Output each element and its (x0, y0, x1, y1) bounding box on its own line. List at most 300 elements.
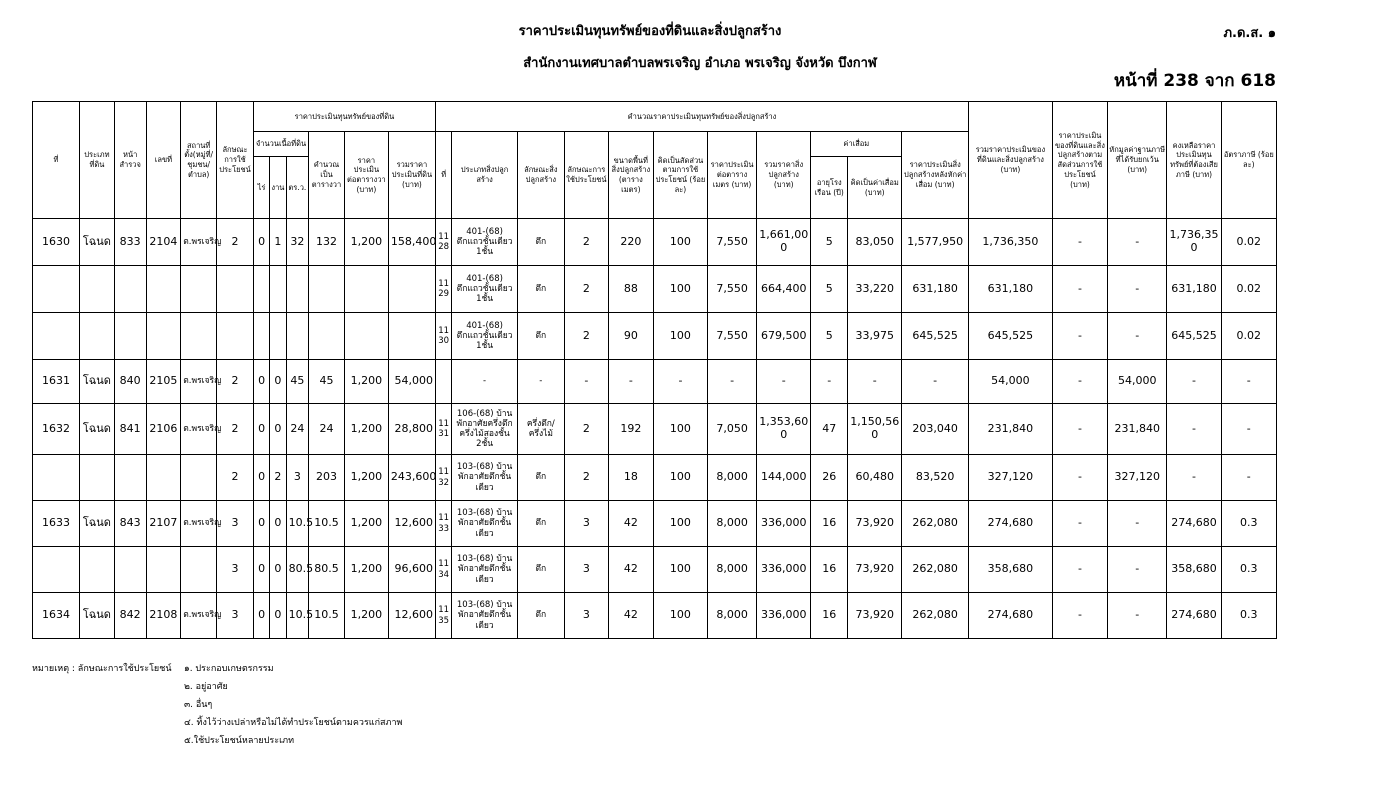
cell-wa (286, 266, 309, 313)
cell-land-total: 54,000 (388, 360, 435, 404)
cell-building-kind: ครึ่งตึก/ครึ่งไม้ (517, 404, 564, 455)
cell-taxable: 274,680 (1167, 593, 1221, 639)
cell-exemption: - (1108, 593, 1167, 639)
cell-building-price-per-m: 7,550 (708, 266, 757, 313)
cell-location: ต.พรเจริญ (181, 219, 217, 266)
cell-no (33, 266, 80, 313)
cell-area-total: 10.5 (309, 593, 345, 639)
cell-sum-all: 358,680 (968, 547, 1052, 593)
col-building-ratio: คิดเป็นสัดส่วนตามการใช้ประโยชน์ (ร้อยละ) (653, 132, 707, 219)
cell-doc-no (146, 455, 181, 501)
col-building-age: อายุโรงเรือน (ปี) (811, 157, 848, 219)
cell-building-type: 106-(68) บ้านพักอาศัยครึ่งตึกครึ่งไม้สองชั้น 2ชั้น (452, 404, 517, 455)
cell-rai (253, 313, 269, 360)
cell-building-usage: 2 (564, 404, 608, 455)
cell-building-price-per-m: 8,000 (708, 455, 757, 501)
cell-taxable: 631,180 (1167, 266, 1221, 313)
table-row (33, 501, 1277, 547)
col-tax-rate: อัตราภาษี (ร้อยละ) (1221, 102, 1276, 219)
cell-building-ratio: 100 (653, 547, 707, 593)
col-building-size: ขนาดพื้นที่สิ่งปลูกสร้าง (ตารางเมตร) (608, 132, 653, 219)
cell-survey-page: 833 (114, 219, 146, 266)
cell-doc-no: 2107 (146, 501, 181, 547)
cell-building-type: 103-(68) บ้านพักอาศัยตึกชั้นเดียว (452, 593, 517, 639)
note-item: ๔. ทิ้งไว้ว่างเปล่าหรือไม่ได้ทำประโยชน์ตามควรแก่สภาพ (184, 718, 403, 728)
col-building-total: รวมราคาสิ่งปลูกสร้าง (บาท) (757, 132, 811, 219)
note-item: ๒. อยู่อาศัย (184, 682, 228, 692)
cell-building-after-dep: - (902, 360, 969, 404)
cell-usage: 2 (217, 219, 254, 266)
cell-ngan (270, 313, 286, 360)
cell-price-per-wa (344, 313, 388, 360)
cell-building-size: 88 (608, 266, 653, 313)
cell-wa (286, 313, 309, 360)
col-sum-all: รวมราคาประเมินของที่ดินและสิ่งปลูกสร้าง (บาท) (968, 102, 1052, 219)
cell-building-usage: - (564, 360, 608, 404)
col-price-per-wa: ราคาประเมินต่อตารางวา (บาท) (344, 132, 388, 219)
cell-building-usage: 3 (564, 593, 608, 639)
cell-building-dep: 33,975 (848, 313, 902, 360)
table-row (33, 547, 1277, 593)
cell-survey-page: 842 (114, 593, 146, 639)
cell-building-price-per-m: 7,050 (708, 404, 757, 455)
cell-share-value: - (1052, 404, 1107, 455)
cell-building-age: 16 (811, 593, 848, 639)
cell-building-price-per-m: - (708, 360, 757, 404)
cell-share-value: - (1052, 547, 1107, 593)
col-building-kind: ลักษณะสิ่งปลูกสร้าง (517, 132, 564, 219)
note-item: ๑. ประกอบเกษตรกรรม (184, 664, 274, 674)
cell-building-size: - (608, 360, 653, 404)
cell-wa: 80.5 (286, 547, 309, 593)
col-share-value: ราคาประเมินของที่ดินและสิ่งปลูกสร้างตามสัดส่วนการใช้ประโยชน์ (บาท) (1052, 102, 1107, 219)
cell-usage (217, 313, 254, 360)
cell-ngan: 2 (270, 455, 286, 501)
cell-building-age: 16 (811, 501, 848, 547)
cell-doc-no (146, 266, 181, 313)
col-location: สถานที่ตั้ง(หมู่ที่/ชุมชน/ตำบล) (181, 102, 217, 219)
cell-area-total (309, 313, 345, 360)
cell-wa: 24 (286, 404, 309, 455)
cell-rai: 0 (253, 455, 269, 501)
cell-taxable: - (1167, 360, 1221, 404)
notes-items (184, 660, 402, 750)
col-building-price-per-m: ราคาประเมินต่อตารางเมตร (บาท) (708, 132, 757, 219)
cell-land-type (80, 313, 115, 360)
cell-building-type: 401-(68) ตึกแถวชั้นเดียว 1ชั้น (452, 313, 517, 360)
cell-usage: 2 (217, 455, 254, 501)
cell-building-no: 1129 (436, 266, 452, 313)
cell-area-total: 10.5 (309, 501, 345, 547)
cell-building-kind: ตึก (517, 547, 564, 593)
cell-building-age: 5 (811, 313, 848, 360)
cell-building-type: 103-(68) บ้านพักอาศัยตึกชั้นเดียว (452, 455, 517, 501)
cell-building-no: 1131 (436, 404, 452, 455)
cell-building-age: 26 (811, 455, 848, 501)
cell-doc-no: 2105 (146, 360, 181, 404)
form-code: ภ.ด.ส. ๑ (1223, 26, 1276, 41)
cell-survey-page (114, 547, 146, 593)
cell-building-type: 401-(68) ตึกแถวชั้นเดียว 1ชั้น (452, 266, 517, 313)
cell-wa: 45 (286, 360, 309, 404)
cell-building-no (436, 360, 452, 404)
cell-building-no: 1128 (436, 219, 452, 266)
cell-tax-rate: 0.02 (1221, 219, 1276, 266)
cell-usage: 3 (217, 593, 254, 639)
cell-wa: 10.5 (286, 593, 309, 639)
cell-location: ต.พรเจริญ (181, 404, 217, 455)
office-name: สำนักงานเทศบาลตำบลพรเจริญ อำเภอ พรเจริญ จังหวัด บึงกาฬ (523, 56, 877, 71)
cell-building-size: 18 (608, 455, 653, 501)
col-land-total: รวมราคาประเมินที่ดิน (บาท) (388, 132, 435, 219)
cell-tax-rate: 0.3 (1221, 501, 1276, 547)
cell-no (33, 455, 80, 501)
table-row (33, 404, 1277, 455)
cell-land-type: โฉนด (80, 593, 115, 639)
cell-building-age: 47 (811, 404, 848, 455)
col-building-type: ประเภทสิ่งปลูกสร้าง (452, 132, 517, 219)
cell-building-kind: ตึก (517, 266, 564, 313)
cell-tax-rate: 0.3 (1221, 547, 1276, 593)
cell-building-ratio: 100 (653, 501, 707, 547)
col-group-land: ราคาประเมินทุนทรัพย์ของที่ดิน (253, 102, 435, 132)
col-land-type: ประเภทที่ดิน (80, 102, 115, 219)
cell-tax-rate: 0.02 (1221, 266, 1276, 313)
cell-building-after-dep: 83,520 (902, 455, 969, 501)
cell-wa: 3 (286, 455, 309, 501)
col-group-area: จำนวนเนื้อที่ดิน (253, 132, 308, 157)
cell-location: ต.พรเจริญ (181, 501, 217, 547)
cell-building-dep: 83,050 (848, 219, 902, 266)
col-building-no: ที่ (436, 132, 452, 219)
cell-tax-rate: - (1221, 455, 1276, 501)
cell-exemption: - (1108, 266, 1167, 313)
cell-building-kind: ตึก (517, 313, 564, 360)
col-exemption: หักมูลค่าฐานภาษีที่ได้รับยกเว้น (บาท) (1108, 102, 1167, 219)
cell-building-after-dep: 262,080 (902, 547, 969, 593)
cell-land-total: 96,600 (388, 547, 435, 593)
cell-wa: 10.5 (286, 501, 309, 547)
cell-building-after-dep: 262,080 (902, 501, 969, 547)
cell-building-ratio: - (653, 360, 707, 404)
cell-share-value: - (1052, 501, 1107, 547)
cell-exemption: - (1108, 219, 1167, 266)
cell-building-ratio: 100 (653, 455, 707, 501)
cell-building-total: 1,661,000 (757, 219, 811, 266)
cell-building-no: 1133 (436, 501, 452, 547)
cell-rai: 0 (253, 404, 269, 455)
cell-share-value: - (1052, 455, 1107, 501)
table-row (33, 360, 1277, 404)
col-taxable: คงเหลือราคาประเมินทุนทรัพย์ที่ต้องเสียภาษี (บาท) (1167, 102, 1221, 219)
cell-building-after-dep: 262,080 (902, 593, 969, 639)
cell-building-after-dep: 631,180 (902, 266, 969, 313)
cell-building-size: 42 (608, 593, 653, 639)
cell-share-value: - (1052, 360, 1107, 404)
cell-building-usage: 2 (564, 455, 608, 501)
cell-building-age: - (811, 360, 848, 404)
col-building-after-dep: ราคาประเมินสิ่งปลูกสร้างหลังหักค่าเสื่อม (บาท) (902, 132, 969, 219)
cell-exemption: - (1108, 313, 1167, 360)
cell-no: 1632 (33, 404, 80, 455)
col-no: ที่ (33, 102, 80, 219)
col-group-building: คำนวณราคาประเมินทุนทรัพย์ของสิ่งปลูกสร้าง (436, 102, 969, 132)
cell-price-per-wa: 1,200 (344, 547, 388, 593)
cell-building-usage: 2 (564, 219, 608, 266)
cell-no: 1630 (33, 219, 80, 266)
note-item: ๓. อื่นๆ (184, 700, 213, 710)
cell-building-type: 103-(68) บ้านพักอาศัยตึกชั้นเดียว (452, 547, 517, 593)
col-rai: ไร่ (253, 157, 269, 219)
cell-price-per-wa: 1,200 (344, 404, 388, 455)
cell-sum-all: 54,000 (968, 360, 1052, 404)
cell-taxable: 358,680 (1167, 547, 1221, 593)
cell-usage: 3 (217, 547, 254, 593)
notes-label: หมายเหตุ : ลักษณะการใช้ประโยชน์ (32, 664, 172, 674)
cell-land-total: 28,800 (388, 404, 435, 455)
assessment-table (32, 101, 1277, 639)
cell-building-after-dep: 1,577,950 (902, 219, 969, 266)
cell-taxable: - (1167, 404, 1221, 455)
col-area-total: คำนวณเป็นตารางวา (309, 132, 345, 219)
cell-building-ratio: 100 (653, 313, 707, 360)
cell-land-total: 12,600 (388, 501, 435, 547)
cell-share-value: - (1052, 313, 1107, 360)
cell-building-age: 5 (811, 266, 848, 313)
cell-price-per-wa: 1,200 (344, 501, 388, 547)
cell-no: 1631 (33, 360, 80, 404)
cell-building-no: 1130 (436, 313, 452, 360)
cell-ngan (270, 266, 286, 313)
cell-usage (217, 266, 254, 313)
cell-sum-all: 274,680 (968, 593, 1052, 639)
cell-rai: 0 (253, 593, 269, 639)
table-row (33, 219, 1277, 266)
cell-taxable: 1,736,350 (1167, 219, 1221, 266)
cell-price-per-wa: 1,200 (344, 593, 388, 639)
cell-rai: 0 (253, 547, 269, 593)
col-building-usage: ลักษณะการใช้ประโยชน์ (564, 132, 608, 219)
cell-building-price-per-m: 7,550 (708, 313, 757, 360)
cell-sum-all: 631,180 (968, 266, 1052, 313)
cell-price-per-wa (344, 266, 388, 313)
cell-doc-no: 2108 (146, 593, 181, 639)
table-row (33, 313, 1277, 360)
cell-ngan: 0 (270, 404, 286, 455)
cell-location: ต.พรเจริญ (181, 593, 217, 639)
col-wa: ตร.ว. (286, 157, 309, 219)
page-number: หน้าที่ 238 จาก 618 (1113, 71, 1276, 91)
cell-building-dep: 1,150,560 (848, 404, 902, 455)
cell-building-size: 192 (608, 404, 653, 455)
cell-building-price-per-m: 8,000 (708, 593, 757, 639)
cell-building-dep: 60,480 (848, 455, 902, 501)
cell-area-total (309, 266, 345, 313)
cell-building-kind: - (517, 360, 564, 404)
cell-exemption: - (1108, 501, 1167, 547)
cell-building-price-per-m: 7,550 (708, 219, 757, 266)
cell-taxable: 645,525 (1167, 313, 1221, 360)
cell-location: ต.พรเจริญ (181, 360, 217, 404)
cell-building-no: 1134 (436, 547, 452, 593)
cell-ngan: 0 (270, 501, 286, 547)
cell-location (181, 455, 217, 501)
table-row (33, 593, 1277, 639)
cell-building-price-per-m: 8,000 (708, 501, 757, 547)
cell-area-total: 203 (309, 455, 345, 501)
cell-land-type: โฉนด (80, 501, 115, 547)
cell-building-dep: 73,920 (848, 547, 902, 593)
cell-survey-page: 843 (114, 501, 146, 547)
cell-building-usage: 2 (564, 313, 608, 360)
cell-building-type: 401-(68) ตึกแถวชั้นเดียว 1ชั้น (452, 219, 517, 266)
cell-taxable: - (1167, 455, 1221, 501)
col-group-depreciation: ค่าเสื่อม (811, 132, 902, 157)
cell-land-total (388, 266, 435, 313)
cell-building-after-dep: 203,040 (902, 404, 969, 455)
cell-tax-rate: 0.3 (1221, 593, 1276, 639)
cell-building-total: 144,000 (757, 455, 811, 501)
cell-area-total: 80.5 (309, 547, 345, 593)
cell-building-size: 90 (608, 313, 653, 360)
cell-location (181, 313, 217, 360)
cell-rai: 0 (253, 360, 269, 404)
col-survey-page: หน้าสำรวจ (114, 102, 146, 219)
cell-building-size: 42 (608, 501, 653, 547)
cell-usage: 2 (217, 360, 254, 404)
cell-price-per-wa: 1,200 (344, 219, 388, 266)
cell-land-type (80, 266, 115, 313)
cell-rai: 0 (253, 219, 269, 266)
cell-land-total: 243,600 (388, 455, 435, 501)
cell-land-type (80, 455, 115, 501)
cell-building-usage: 3 (564, 547, 608, 593)
cell-building-age: 16 (811, 547, 848, 593)
cell-share-value: - (1052, 266, 1107, 313)
cell-survey-page (114, 455, 146, 501)
cell-building-usage: 3 (564, 501, 608, 547)
cell-wa: 32 (286, 219, 309, 266)
cell-land-type (80, 547, 115, 593)
cell-no (33, 547, 80, 593)
table-body (33, 219, 1277, 639)
cell-area-total: 24 (309, 404, 345, 455)
col-usage: ลักษณะการใช้ประโยชน์ (217, 102, 254, 219)
cell-area-total: 132 (309, 219, 345, 266)
cell-location (181, 547, 217, 593)
cell-survey-page: 840 (114, 360, 146, 404)
cell-building-dep: - (848, 360, 902, 404)
cell-no: 1634 (33, 593, 80, 639)
col-doc-no: เลขที่ (146, 102, 181, 219)
col-building-dep: คิดเป็นค่าเสื่อม (บาท) (848, 157, 902, 219)
cell-building-total: 679,500 (757, 313, 811, 360)
cell-building-ratio: 100 (653, 593, 707, 639)
cell-ngan: 0 (270, 360, 286, 404)
cell-doc-no (146, 547, 181, 593)
cell-tax-rate: 0.02 (1221, 313, 1276, 360)
cell-building-kind: ตึก (517, 455, 564, 501)
cell-doc-no: 2106 (146, 404, 181, 455)
cell-price-per-wa: 1,200 (344, 360, 388, 404)
cell-building-total: 336,000 (757, 593, 811, 639)
table-row (33, 455, 1277, 501)
cell-sum-all: 1,736,350 (968, 219, 1052, 266)
cell-building-after-dep: 645,525 (902, 313, 969, 360)
cell-taxable: 274,680 (1167, 501, 1221, 547)
cell-exemption: 54,000 (1108, 360, 1167, 404)
cell-building-total: 336,000 (757, 501, 811, 547)
cell-building-age: 5 (811, 219, 848, 266)
cell-land-type: โฉนด (80, 404, 115, 455)
cell-no (33, 313, 80, 360)
cell-building-type: - (452, 360, 517, 404)
cell-land-type: โฉนด (80, 360, 115, 404)
cell-exemption: 231,840 (1108, 404, 1167, 455)
cell-ngan: 1 (270, 219, 286, 266)
col-ngan: งาน (270, 157, 286, 219)
cell-ngan: 0 (270, 593, 286, 639)
cell-ngan: 0 (270, 547, 286, 593)
report-title: ราคาประเมินทุนทรัพย์ของที่ดินและสิ่งปลูกสร้าง (518, 24, 782, 39)
cell-price-per-wa: 1,200 (344, 455, 388, 501)
cell-building-size: 42 (608, 547, 653, 593)
cell-land-total (388, 313, 435, 360)
cell-survey-page (114, 313, 146, 360)
cell-sum-all: 645,525 (968, 313, 1052, 360)
cell-usage: 3 (217, 501, 254, 547)
cell-building-total: - (757, 360, 811, 404)
cell-building-kind: ตึก (517, 593, 564, 639)
cell-building-dep: 33,220 (848, 266, 902, 313)
cell-area-total: 45 (309, 360, 345, 404)
table-row (33, 266, 1277, 313)
cell-building-dep: 73,920 (848, 501, 902, 547)
cell-tax-rate: - (1221, 404, 1276, 455)
cell-share-value: - (1052, 219, 1107, 266)
cell-building-total: 1,353,600 (757, 404, 811, 455)
cell-building-ratio: 100 (653, 266, 707, 313)
cell-no: 1633 (33, 501, 80, 547)
cell-land-type: โฉนด (80, 219, 115, 266)
cell-building-no: 1132 (436, 455, 452, 501)
cell-usage: 2 (217, 404, 254, 455)
cell-building-ratio: 100 (653, 404, 707, 455)
cell-sum-all: 327,120 (968, 455, 1052, 501)
cell-building-ratio: 100 (653, 219, 707, 266)
cell-rai: 0 (253, 501, 269, 547)
cell-exemption: 327,120 (1108, 455, 1167, 501)
cell-tax-rate: - (1221, 360, 1276, 404)
cell-building-kind: ตึก (517, 219, 564, 266)
cell-sum-all: 274,680 (968, 501, 1052, 547)
cell-sum-all: 231,840 (968, 404, 1052, 455)
cell-share-value: - (1052, 593, 1107, 639)
note-item: ๕.ใช้ประโยชน์หลายประเภท (184, 736, 295, 746)
cell-building-kind: ตึก (517, 501, 564, 547)
cell-building-price-per-m: 8,000 (708, 547, 757, 593)
cell-rai (253, 266, 269, 313)
cell-building-no: 1135 (436, 593, 452, 639)
cell-survey-page: 841 (114, 404, 146, 455)
cell-building-size: 220 (608, 219, 653, 266)
cell-land-total: 158,400 (388, 219, 435, 266)
cell-exemption: - (1108, 547, 1167, 593)
cell-building-total: 336,000 (757, 547, 811, 593)
cell-building-total: 664,400 (757, 266, 811, 313)
cell-building-dep: 73,920 (848, 593, 902, 639)
cell-doc-no (146, 313, 181, 360)
